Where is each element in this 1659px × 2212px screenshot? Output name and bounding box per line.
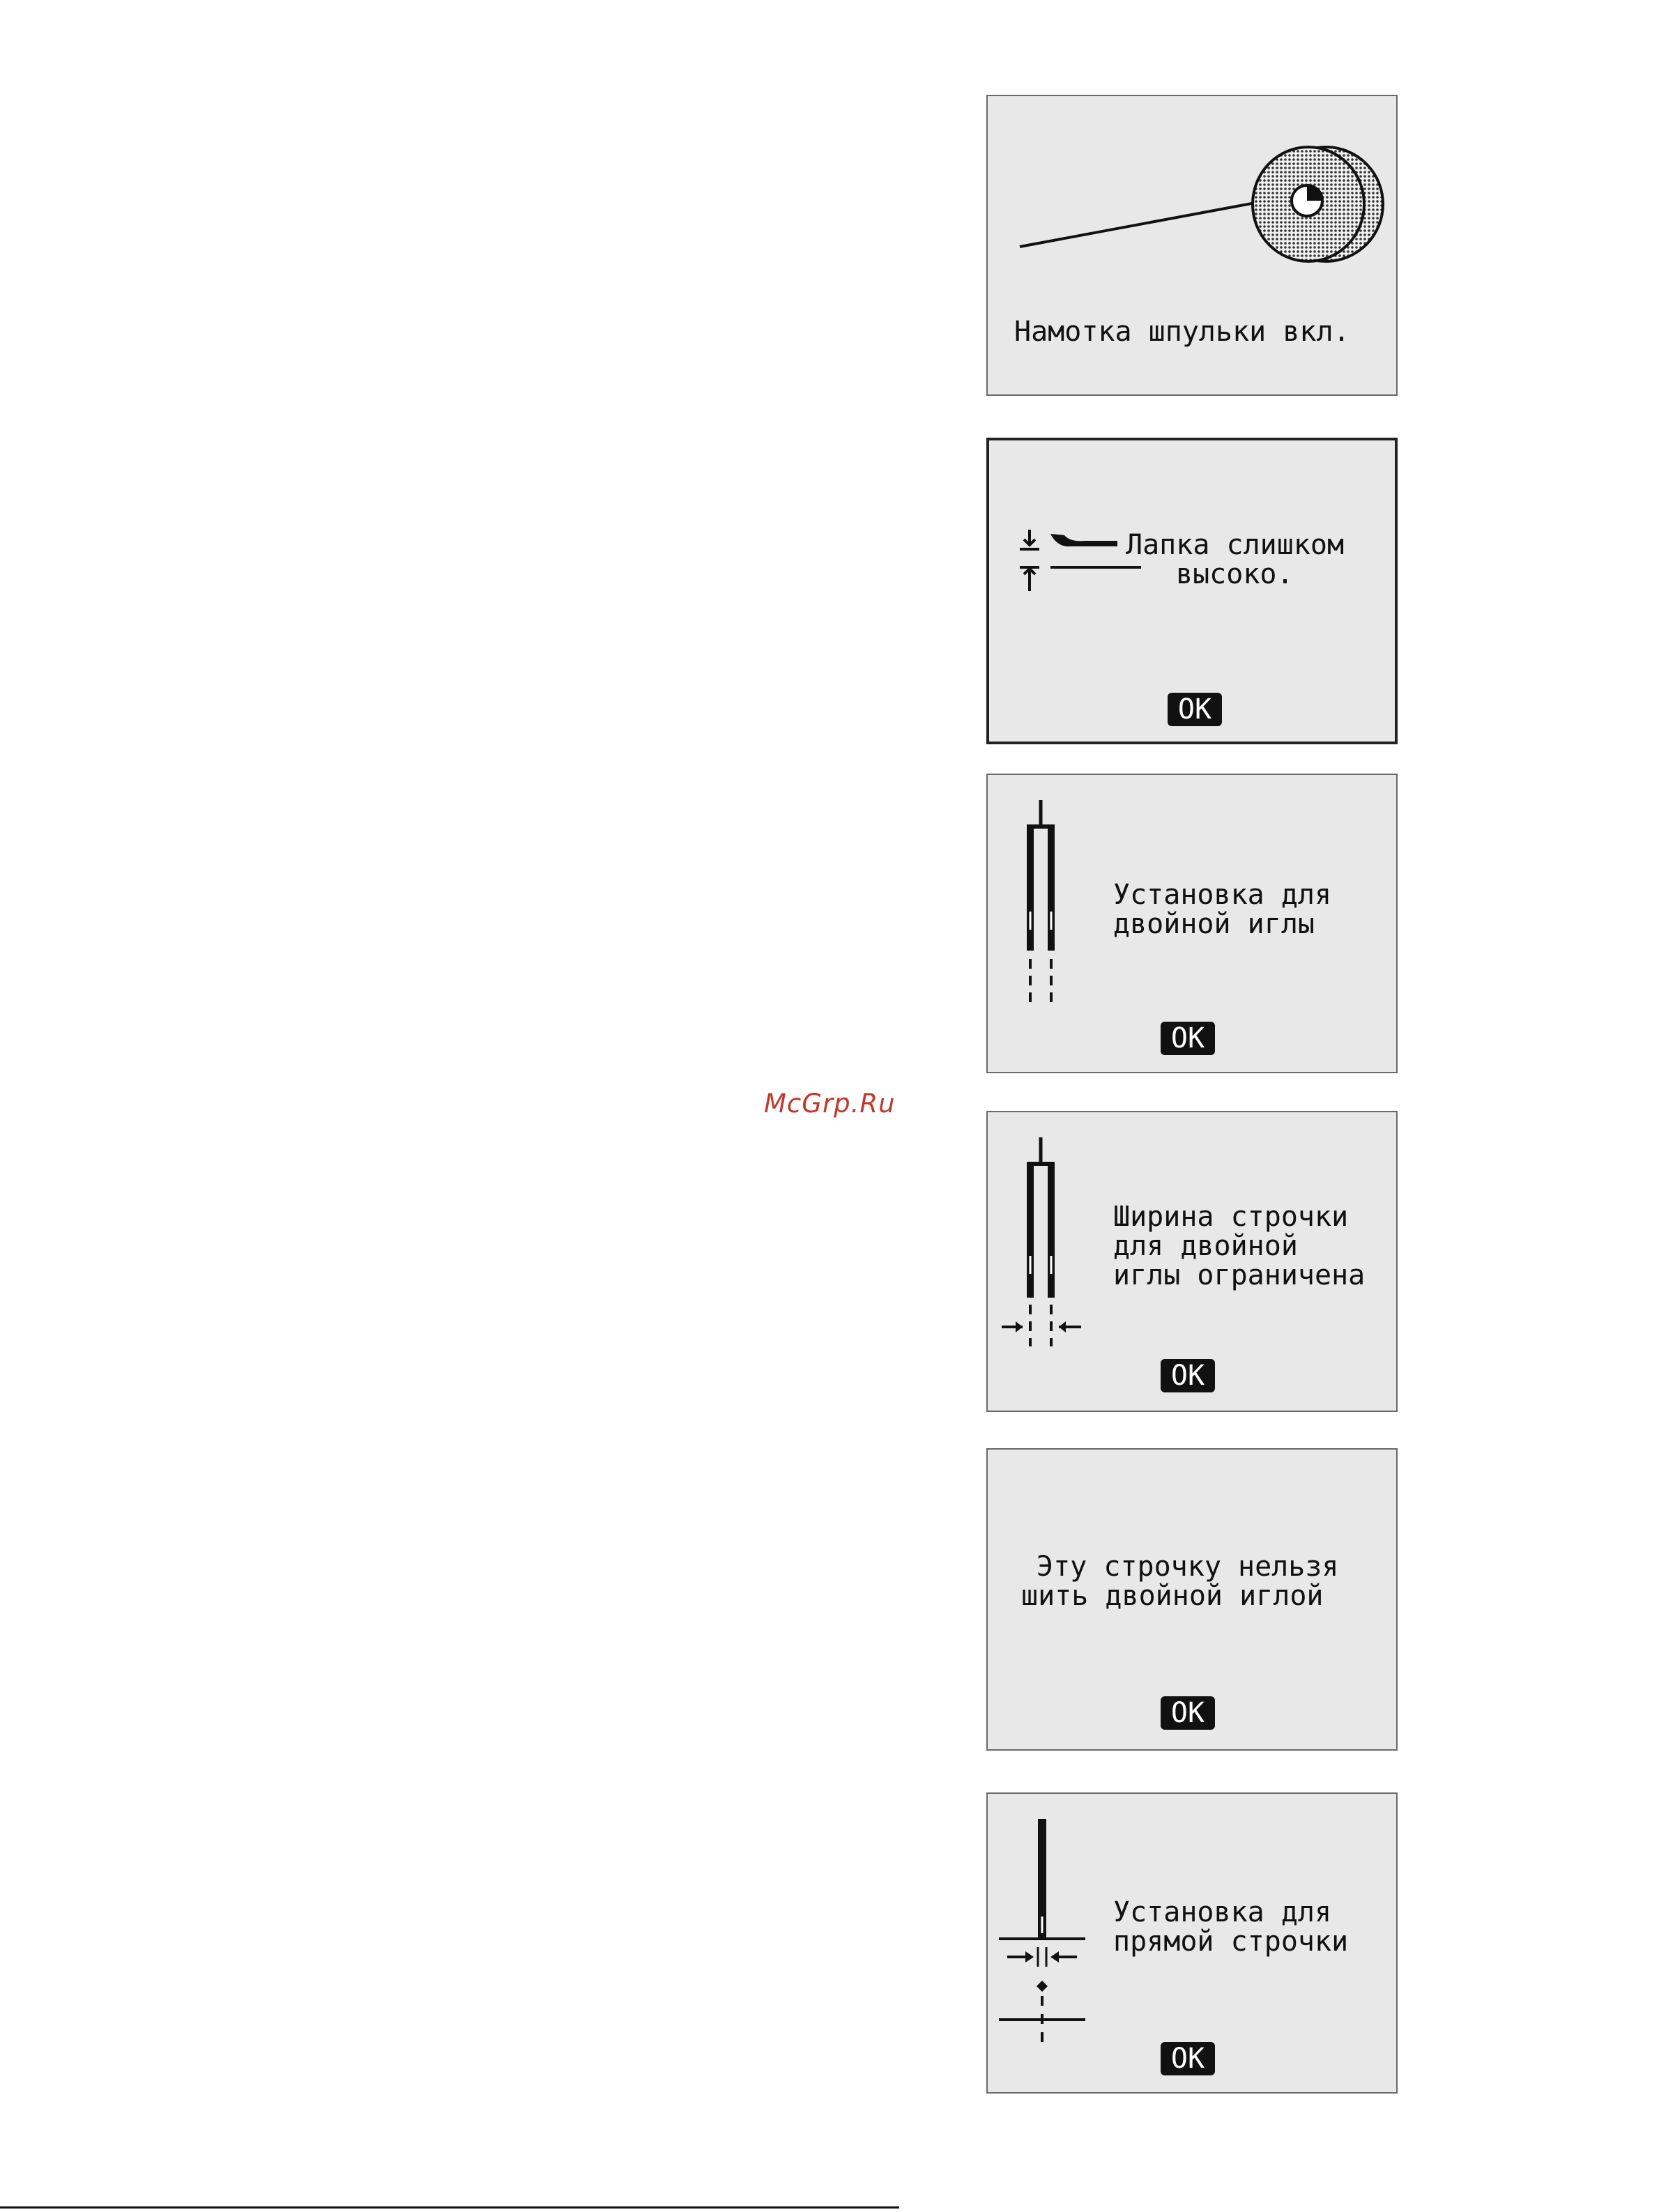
- message-screen-presser-foot-high: [986, 438, 1398, 744]
- straight-stitch-needle-icon: [993, 1819, 1091, 2049]
- ok-button[interactable]: OK: [1168, 693, 1222, 726]
- bobbin-winding-icon: [1016, 145, 1392, 263]
- twin-needle-width-icon: [997, 1137, 1088, 1346]
- footer-rule: [0, 2206, 899, 2209]
- ok-button[interactable]: OK: [1161, 1022, 1215, 1055]
- message-line: шить двойной иглой: [1021, 1580, 1324, 1612]
- ok-button[interactable]: OK: [1161, 1359, 1215, 1392]
- message-screen-bobbin-winding: [986, 95, 1398, 396]
- message-screen-twin-needle-not-allowed: [986, 1448, 1398, 1751]
- message-line: Установка для: [1113, 879, 1332, 911]
- message-line: высоко.: [1176, 558, 1294, 590]
- message-line: двойной иглы: [1113, 908, 1315, 940]
- message-line: Намотка шпульки вкл.: [1014, 316, 1350, 348]
- message-line: Эту строчку нельзя: [1037, 1551, 1339, 1583]
- message-screen-twin-needle-width: [986, 1111, 1398, 1412]
- watermark: McGrp.Ru: [764, 1089, 896, 1119]
- message-screen-twin-needle-setup: [986, 774, 1398, 1073]
- message-line: Установка для: [1113, 1896, 1332, 1928]
- ok-button[interactable]: OK: [1161, 1696, 1215, 1730]
- message-line: Ширина строчки: [1113, 1201, 1349, 1233]
- message-line: иглы ограничена: [1113, 1259, 1366, 1291]
- twin-needle-icon: [1013, 800, 1069, 1009]
- message-screen-straight-stitch-setup: [986, 1792, 1398, 2094]
- ok-button[interactable]: OK: [1161, 2042, 1215, 2075]
- message-line: для двойной: [1113, 1230, 1298, 1262]
- message-line: Лапка слишком: [1126, 529, 1345, 561]
- message-line: прямой строчки: [1113, 1926, 1349, 1958]
